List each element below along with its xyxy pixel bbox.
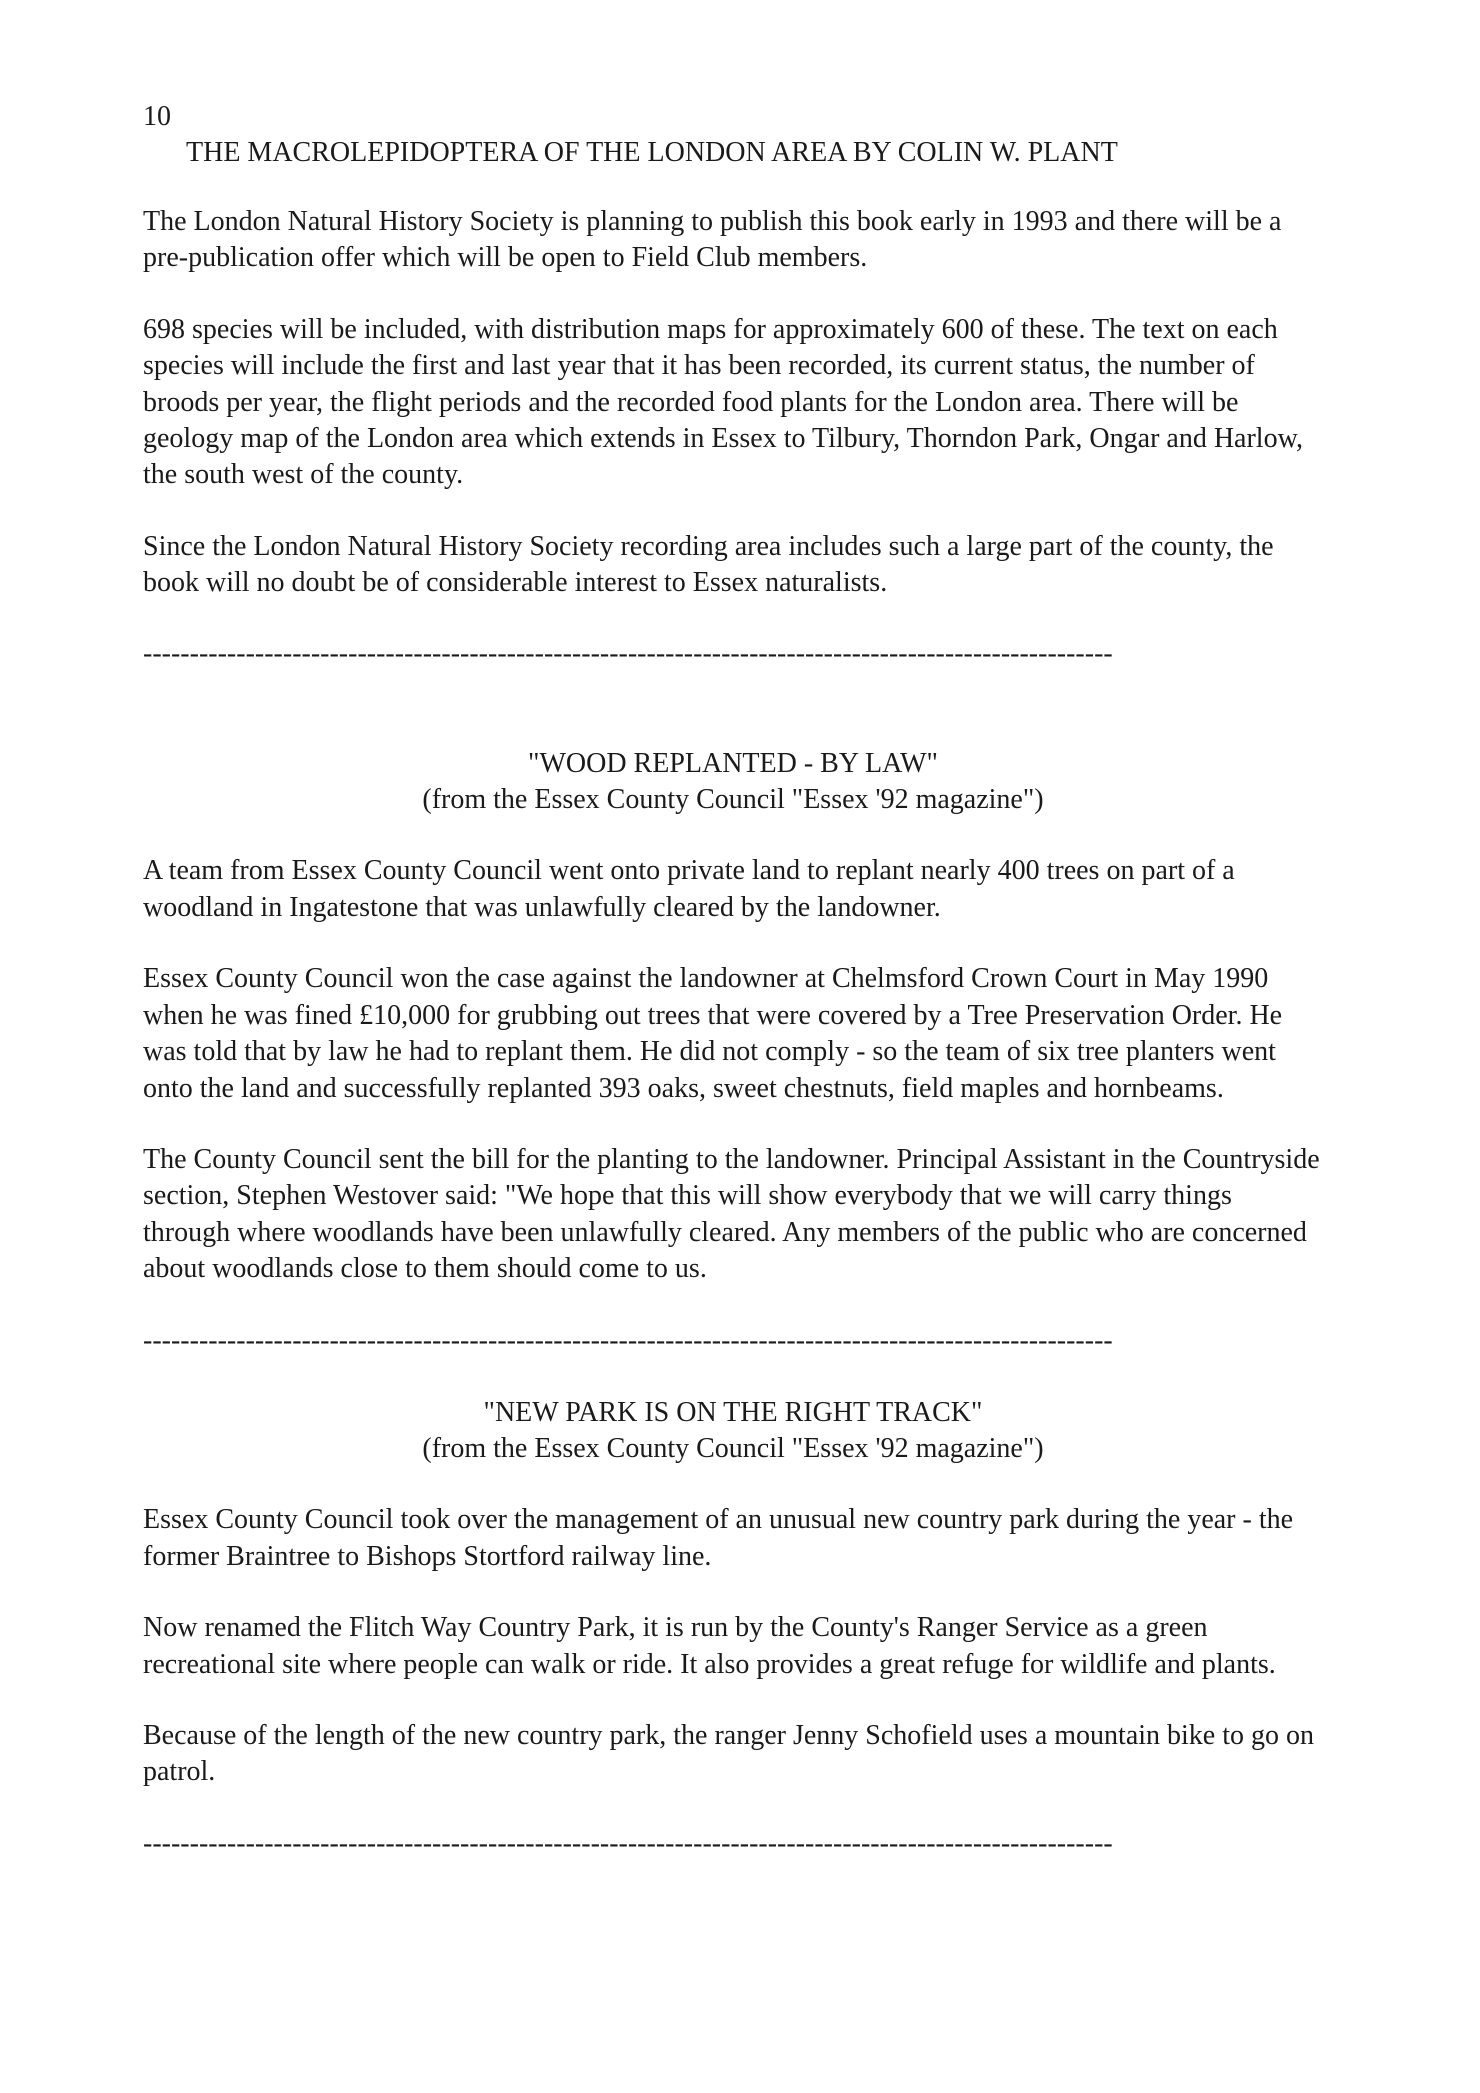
paragraph: The County Council sent the bill for the planting to the landowner. Principal Assistant in the Countryside section, Stephen Westover said: "We hope that this will show everybody that we will carry things through where woodlands have been unlawfully cleared. Any members of the public who are concerned about woodlands close to them should come to us.: [143, 1143, 1320, 1285]
article-source: (from the Essex County Council "Essex '92 magazine"): [422, 784, 1044, 816]
paragraph: Because of the length of the new country park, the ranger Jenny Schofield uses a mountain bike to go on patrol.: [143, 1719, 1315, 1788]
paragraph: The London Natural History Society is planning to publish this book early in 1993 and there will be a pre-publication offer which will be open to Field Club members.: [143, 206, 1282, 274]
paragraph: Essex County Council won the case against the landowner at Chelmsford Crown Court in May 1990 when he was fined £10,000 for grubbing out trees that were covered by a Tree Preservation Order. He was told that by law he had to replant them. He did not comply - so the team of six tree planters went onto the land and successfully replanted 393 oaks, sweet chestnuts, field maples and hornbeams.: [143, 963, 1283, 1104]
article-title-new-park: "NEW PARK IS ON THE RIGHT TRACK": [483, 1396, 983, 1428]
document-page: [143, 100, 1323, 1862]
paragraph: Since the London Natural History Society recording area includes such a large part of the county, the book will no doubt be of considerable interest to Essex naturalists.: [143, 530, 1274, 599]
article-source: (from the Essex County Council "Essex '92 magazine"): [422, 1432, 1044, 1464]
page-number: 10: [143, 101, 171, 132]
section-divider: --------------------------------------------------------------------------------------------------------: [143, 1324, 1113, 1356]
paragraph: A team from Essex County Council went onto private land to replant nearly 400 trees on part of a woodland in Ingatestone that was unlawfully cleared by the landowner.: [143, 855, 1235, 923]
paragraph: Now renamed the Flitch Way Country Park, it is run by the County's Ranger Service as a green recreational site where people can walk or ride. It also provides a great refuge for wildlife and plants.: [143, 1612, 1276, 1680]
section-divider: --------------------------------------------------------------------------------------------------------: [143, 637, 1113, 669]
section-divider: --------------------------------------------------------------------------------------------------------: [143, 1827, 1113, 1859]
paragraph: 698 species will be included, with distribution maps for approximately 600 of these. The text on each species will include the first and last year that it has been recorded, its current status, the number of broods per year, the flight periods and the recorded food plants for the London area. There will be geology map of the London area which extends in Essex to Tilbury, Thorndon Park, Ongar and Harlow, the south west of the county.: [143, 313, 1303, 491]
article-title-wood-replanted: "WOOD REPLANTED - BY LAW": [528, 747, 938, 779]
paragraph: Essex County Council took over the management of an unusual new country park during the year - the former Braintree to Bishops Stortford railway line.: [143, 1504, 1294, 1572]
article-title-macrolepidoptera: THE MACROLEPIDOPTERA OF THE LONDON AREA BY COLIN W. PLANT: [186, 137, 1118, 168]
